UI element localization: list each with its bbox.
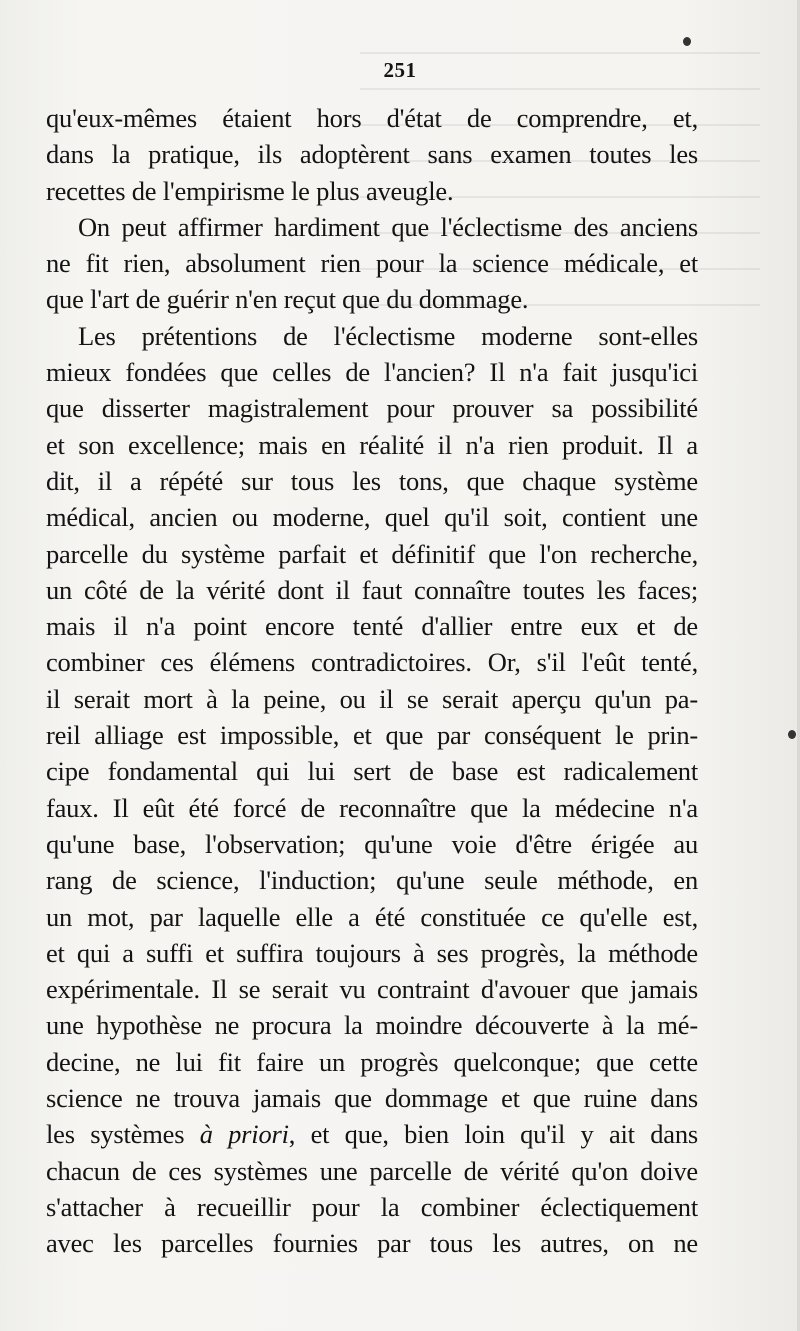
text-line: rang de science, l'induction; qu'une seule méthode, en [46,865,698,896]
text-line: il serait mort à la peine, ou il se serait aperçu qu'un pa- [46,683,698,714]
text-line: faux. Il eût été forcé de reconnaître que la médecine n'a [46,792,698,823]
text-line: parcelle du système parfait et définitif que l'on recherche, [46,538,698,569]
text-line: et qui a suffi et suffira toujours à ses progrès, la méthode [46,937,698,968]
text-line: chacun de ces systèmes une parcelle de vérité qu'on doive [46,1155,698,1186]
text-line: Les prétentions de l'éclectisme moderne sont-elles [78,320,698,351]
text-line: médical, ancien ou moderne, quel qu'il soit, contient une [46,502,698,533]
body-text [46,100,698,1262]
text-line: s'attacher à recueillir pour la combiner éclectiquement [46,1191,698,1222]
text-line: et son excellence; mais en réalité il n'a rien produit. Il a [46,429,698,460]
text-line: combiner ces élémens contradictoires. Or, s'il l'eût tenté, [46,647,698,678]
text-line-with-italic [46,1116,698,1152]
ink-spot [683,37,691,46]
text-line: dit, il a répété sur tous les tons, que chaque système [46,465,698,496]
text-line: recettes de l'empirisme le plus aveugle. [46,175,454,206]
text-line: decine, ne lui fit faire un progrès quelconque; que cette [46,1046,698,1077]
text-line: On peut affirmer hardiment que l'éclectisme des anciens [78,211,698,242]
text-line: un côté de la vérité dont il faut connaître toutes les faces; [46,574,698,605]
text-line: mieux fondées que celles de l'ancien? Il n'a fait jusqu'ici [46,357,698,388]
text-line: ne fit rien, absolument rien pour la science médicale, et [46,248,698,279]
text-segment: , et que, bien loin qu'il y ait dans [288,1119,698,1150]
page-number: 251 [383,58,417,82]
text-line: avec les parcelles fournies par tous les autres, on ne [46,1228,698,1259]
text-line: science ne trouva jamais que dommage et que ruine dans [46,1083,698,1114]
text-line: mais il n'a point encore tenté d'allier entre eux et de [46,611,698,642]
text-line: reil alliage est impossible, et que par conséquent le prin- [46,720,698,751]
text-segment: les systèmes [46,1119,200,1150]
text-line: que disserter magistralement pour prouver sa possibilité [46,393,698,424]
italic-term: à priori [199,1119,289,1150]
text-line: une hypothèse ne procura la moindre découverte à la mé- [46,1010,698,1041]
text-line: qu'eux-mêmes étaient hors d'état de comprendre, et, [46,103,698,133]
text-line: qu'une base, l'observation; qu'une voie d'être érigée au [46,828,698,859]
text-line: que l'art de guérir n'en reçut que du dommage. [46,284,529,315]
text-line: dans la pratique, ils adoptèrent sans examen toutes les [46,139,698,170]
text-line: un mot, par laquelle elle a été constituée ce qu'elle est, [46,901,698,932]
text-line: expérimentale. Il se serait vu contraint d'avouer que jamais [46,974,698,1005]
ink-spot [788,730,796,739]
text-line: cipe fondamental qui lui sert de base est radicalement [46,756,698,787]
